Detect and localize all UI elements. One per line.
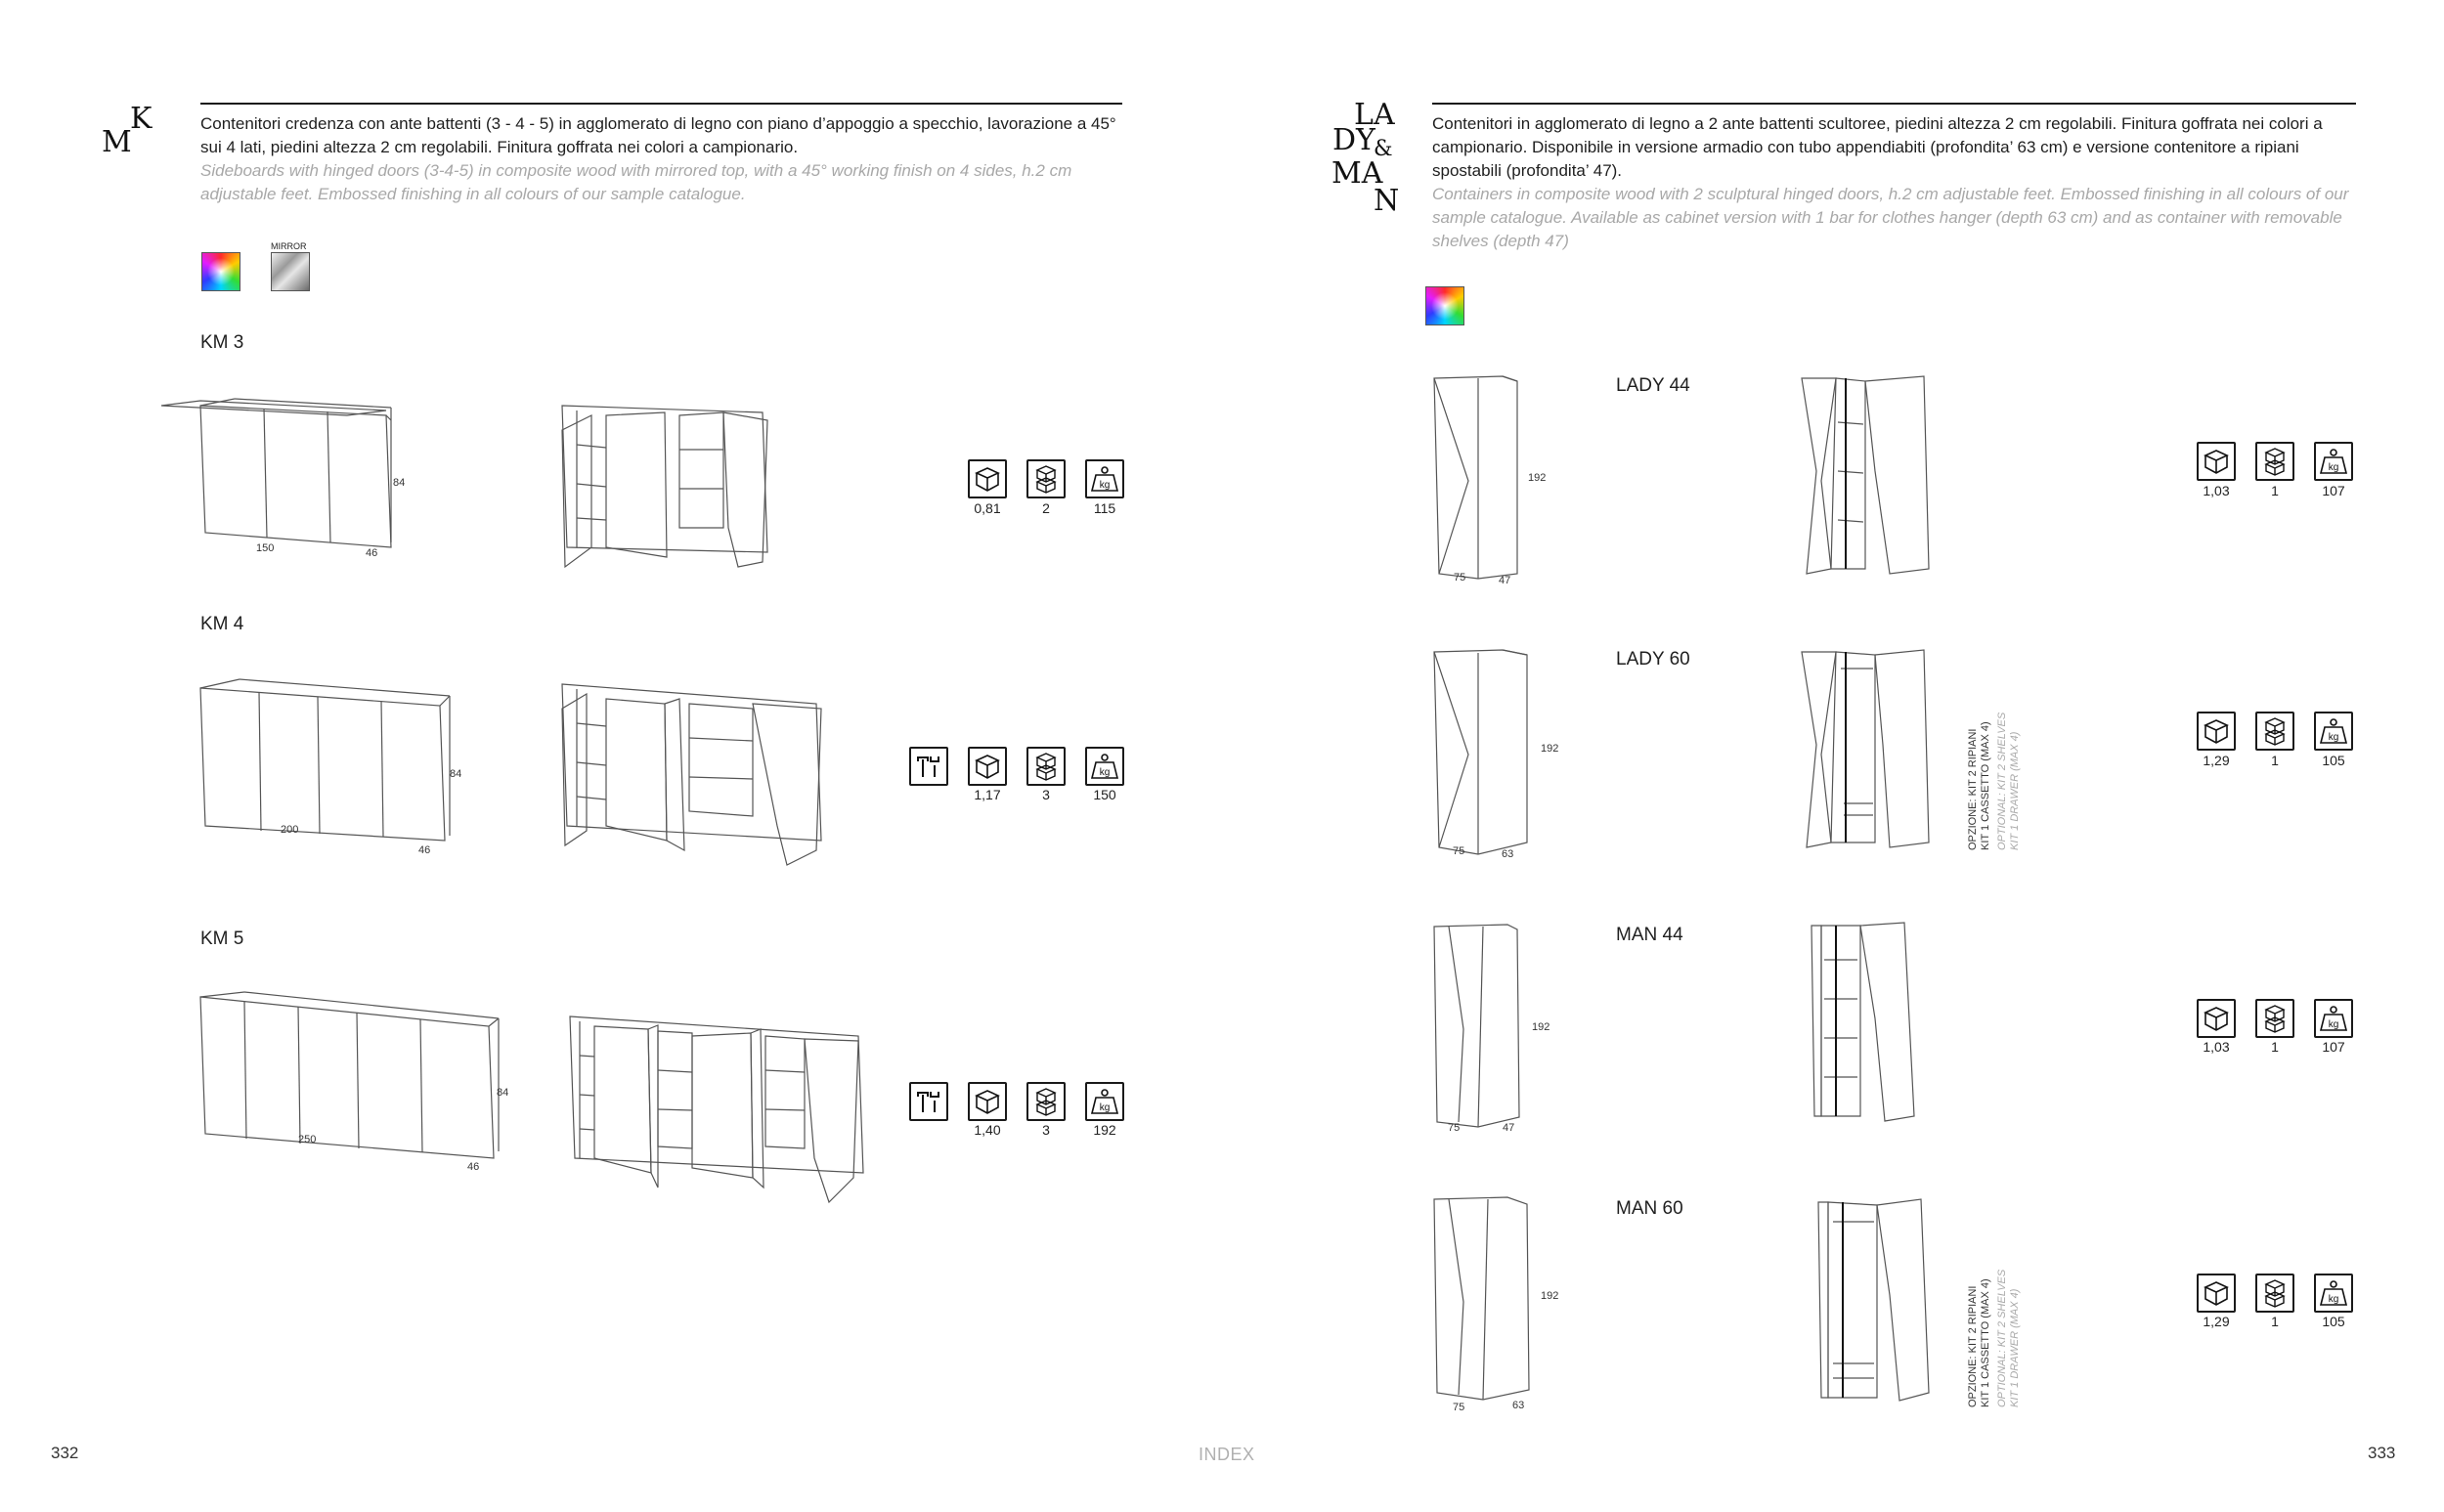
logo-letter-m: M bbox=[102, 125, 132, 159]
svg-text:kg: kg bbox=[2328, 462, 2339, 473]
packages-icon bbox=[2255, 999, 2294, 1038]
lady60-closed-drawing bbox=[1429, 647, 1537, 857]
description-italian: Contenitori in agglomerato di legno a 2 ante battenti scultoree, piedini altezza 2 cm regolabili. Finitura goffrata nei colori a campionario. Disponibile in versione armadio con tubo appendiabiti (profondita’ 63 cm) e versione contenitore a ripiani spostabili (profondita’ 47). bbox=[1432, 114, 2323, 180]
lady60-weight: 105 bbox=[2322, 753, 2345, 768]
page-number-left: 332 bbox=[51, 1444, 79, 1462]
km5-closed-drawing bbox=[196, 987, 503, 1163]
man44-height-dim: 192 bbox=[1532, 1021, 1550, 1033]
weight-icon bbox=[1085, 1082, 1124, 1121]
option-en-line: KIT 1 DRAWER (MAX 4) bbox=[2009, 1288, 2021, 1407]
volume-icon bbox=[968, 1082, 1007, 1121]
lady60-depth-dim: 63 bbox=[1502, 848, 1514, 860]
logo-letter: DY bbox=[1332, 123, 1375, 157]
lady60-packages: 1 bbox=[2271, 753, 2279, 768]
lady44-depth-dim: 47 bbox=[1499, 575, 1511, 586]
km3-width-dim: 150 bbox=[256, 542, 275, 554]
weight-icon bbox=[2314, 999, 2353, 1038]
logo-letter: & bbox=[1374, 137, 1393, 161]
volume-icon bbox=[968, 747, 1007, 786]
option-en-line: OPTIONAL: KIT 2 SHELVES bbox=[1996, 1269, 2008, 1407]
weight-icon bbox=[2314, 1274, 2353, 1313]
km4-height-dim: 84 bbox=[450, 768, 462, 780]
volume-icon bbox=[2197, 442, 2236, 481]
svg-text:kg: kg bbox=[2328, 1294, 2339, 1305]
description-english: Containers in composite wood with 2 sculptural hinged doors, h.2 cm adjustable feet. Embossed finishing in all colours of our sample catalogue. Available as cabinet version with 1 bar for clothes hanger (depth 63 cm) and as container with removable shelves (depth 47) bbox=[1432, 185, 2349, 250]
logo-letter-k: K bbox=[130, 102, 153, 136]
km3-height-dim: 84 bbox=[393, 477, 406, 489]
weight-icon bbox=[1085, 747, 1124, 786]
volume-icon bbox=[2197, 712, 2236, 751]
km3-volume: 0,81 bbox=[974, 500, 1001, 516]
option-it-line: OPZIONE: KIT 2 RIPIANI bbox=[1967, 728, 1979, 850]
volume-icon bbox=[2197, 999, 2236, 1038]
man44-open-drawing bbox=[1807, 921, 1934, 1121]
lady44-closed-drawing bbox=[1429, 373, 1527, 583]
mirror-label: MIRROR bbox=[271, 241, 307, 251]
description-italian: Contenitori credenza con ante battenti (3 - 4 - 5) in agglomerato di legno con piano d’appoggio a specchio, lavorazione a 45° sui 4 lati, piedini altezza 2 cm regolabili. Finitura goffrata nei colori a campionario. bbox=[200, 114, 1116, 156]
svg-text:kg: kg bbox=[1099, 480, 1111, 491]
km3-depth-dim: 46 bbox=[366, 547, 378, 559]
logo-letter: A bbox=[1374, 98, 1395, 132]
man44-weight: 107 bbox=[2322, 1039, 2345, 1055]
index-link[interactable]: INDEX bbox=[1199, 1445, 1255, 1464]
lady60-width-dim: 75 bbox=[1453, 845, 1465, 857]
lady60-height-dim: 192 bbox=[1541, 743, 1559, 755]
packages-icon bbox=[1026, 459, 1066, 498]
model-name-km4: KM 4 bbox=[200, 614, 244, 634]
man60-height-dim: 192 bbox=[1541, 1290, 1559, 1302]
km5-weight: 192 bbox=[1093, 1122, 1116, 1138]
man60-packages: 1 bbox=[2271, 1314, 2279, 1329]
lady44-packages: 1 bbox=[2271, 483, 2279, 498]
man44-depth-dim: 47 bbox=[1503, 1122, 1515, 1134]
man60-open-drawing bbox=[1813, 1197, 1941, 1403]
km4-packages: 3 bbox=[1042, 787, 1050, 802]
weight-icon bbox=[2314, 442, 2353, 481]
lady44-volume: 1,03 bbox=[2203, 483, 2230, 498]
lady60-volume: 1,29 bbox=[2203, 753, 2230, 768]
model-name-man44: MAN 44 bbox=[1616, 925, 1683, 945]
km3-packages: 2 bbox=[1042, 500, 1050, 516]
km5-open-drawing bbox=[565, 1012, 868, 1207]
man44-packages: 1 bbox=[2271, 1039, 2279, 1055]
model-name-man60: MAN 60 bbox=[1616, 1198, 1683, 1219]
man60-volume: 1,29 bbox=[2203, 1314, 2230, 1329]
volume-icon bbox=[968, 459, 1007, 498]
mirror-swatch-icon bbox=[271, 252, 310, 291]
logo-letter: L bbox=[1354, 98, 1374, 132]
km5-height-dim: 84 bbox=[497, 1087, 509, 1099]
svg-text:kg: kg bbox=[1099, 1102, 1111, 1113]
option-it-line: KIT 1 CASSETTO (MAX 4) bbox=[1980, 1278, 1991, 1407]
packages-icon bbox=[1026, 1082, 1066, 1121]
km5-width-dim: 250 bbox=[298, 1134, 317, 1145]
color-palette-icon bbox=[1425, 286, 1464, 325]
model-name-lady44: LADY 44 bbox=[1616, 375, 1690, 396]
man44-closed-drawing bbox=[1429, 922, 1527, 1132]
lady60-option-text bbox=[1967, 713, 2022, 850]
logo-letter: N bbox=[1374, 184, 1400, 218]
svg-text:kg: kg bbox=[2328, 732, 2339, 743]
volume-icon bbox=[2197, 1274, 2236, 1313]
km3-weight: 115 bbox=[1093, 500, 1116, 516]
svg-text:kg: kg bbox=[1099, 767, 1111, 778]
model-name-km3: KM 3 bbox=[200, 332, 244, 353]
km5-volume: 1,40 bbox=[974, 1122, 1001, 1138]
km3-closed-drawing bbox=[196, 396, 401, 552]
km4-open-drawing bbox=[557, 679, 826, 870]
km3-open-drawing bbox=[557, 401, 777, 572]
man60-weight: 105 bbox=[2322, 1314, 2345, 1329]
km4-width-dim: 200 bbox=[281, 824, 299, 836]
man60-width-dim: 75 bbox=[1453, 1402, 1465, 1413]
km5-depth-dim: 46 bbox=[467, 1161, 480, 1173]
weight-icon bbox=[2314, 712, 2353, 751]
assembly-tools-icon bbox=[909, 1082, 948, 1121]
color-palette-icon bbox=[201, 252, 240, 291]
lady44-weight: 107 bbox=[2322, 483, 2345, 498]
man60-depth-dim: 63 bbox=[1512, 1400, 1525, 1411]
logo-letter: MA bbox=[1331, 156, 1383, 191]
weight-icon bbox=[1085, 459, 1124, 498]
option-it-line: KIT 1 CASSETTO (MAX 4) bbox=[1980, 721, 1991, 850]
man44-volume: 1,03 bbox=[2203, 1039, 2230, 1055]
km4-volume: 1,17 bbox=[974, 787, 1001, 802]
man44-width-dim: 75 bbox=[1448, 1122, 1461, 1134]
option-it-line: OPZIONE: KIT 2 RIPIANI bbox=[1967, 1285, 1979, 1407]
model-name-lady60: LADY 60 bbox=[1616, 649, 1690, 670]
km4-weight: 150 bbox=[1093, 787, 1116, 802]
packages-icon bbox=[2255, 442, 2294, 481]
lady44-open-drawing bbox=[1797, 373, 1934, 579]
svg-text:kg: kg bbox=[2328, 1019, 2339, 1030]
packages-icon bbox=[2255, 712, 2294, 751]
lady44-width-dim: 75 bbox=[1454, 572, 1466, 583]
man60-closed-drawing bbox=[1429, 1194, 1537, 1404]
lady60-open-drawing bbox=[1797, 647, 1934, 852]
packages-icon bbox=[1026, 747, 1066, 786]
km5-packages: 3 bbox=[1042, 1122, 1050, 1138]
header-rule bbox=[1432, 103, 2356, 105]
km4-closed-drawing bbox=[196, 674, 455, 845]
option-en-line: OPTIONAL: KIT 2 SHELVES bbox=[1996, 712, 2008, 850]
man60-option-text bbox=[1967, 1270, 2022, 1407]
assembly-tools-icon bbox=[909, 747, 948, 786]
km4-depth-dim: 46 bbox=[418, 844, 431, 856]
description-english: Sideboards with hinged doors (3-4-5) in composite wood with mirrored top, with a 45° working finish on 4 sides, h.2 cm adjustable feet. Embossed finishing in all colours of our sample catalogue. bbox=[200, 161, 1072, 203]
header-rule bbox=[200, 103, 1122, 105]
lady44-height-dim: 192 bbox=[1528, 472, 1547, 484]
model-name-km5: KM 5 bbox=[200, 929, 244, 949]
packages-icon bbox=[2255, 1274, 2294, 1313]
option-en-line: KIT 1 DRAWER (MAX 4) bbox=[2009, 731, 2021, 850]
page-number-right: 333 bbox=[2368, 1444, 2396, 1462]
